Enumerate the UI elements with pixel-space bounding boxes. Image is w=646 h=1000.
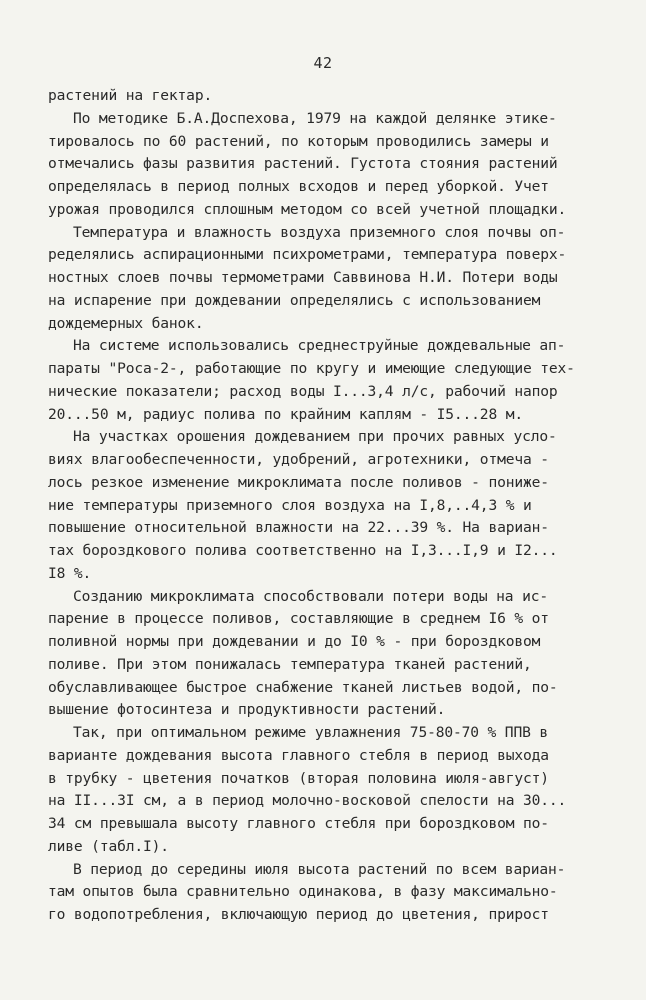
page-number: 42 [313, 54, 333, 72]
text-line: поливной нормы при дождевании и до I0 % - при бороздковом [48, 633, 541, 650]
text-line: ливе (табл.I). [48, 837, 169, 855]
text-line: 34 см превышала высоту главного стебля при бороздковом по- [48, 815, 549, 832]
text-line: ние температуры приземного слоя воздуха на I,8,..4,3 % и [48, 496, 532, 514]
text-line: ределялись аспирационными психрометрами, температура поверх- [48, 246, 567, 264]
text-line: вышение фотосинтеза и продуктивности растений. [48, 701, 446, 719]
text-line: Созданию микроклимата способствовали потери воды на ис- [73, 587, 548, 605]
text-line: Температура и влажность воздуха приземного слоя почвы оп- [73, 223, 566, 241]
text-line: 20...50 м, радиус полива по крайним каплям - I5...28 м. [48, 405, 523, 423]
text-line: виях влагообеспеченности, удобрений, агротехники, отмеча - [48, 451, 549, 468]
text-line: на испарение при дождевании определялись с использованием [48, 291, 541, 309]
text-line: растений на гектар. [48, 87, 213, 104]
text-line: I8 %. [48, 564, 92, 582]
text-line: отмечались фазы развития растений. Густота стояния растений [48, 155, 558, 173]
text-line: дождемерных банок. [48, 314, 204, 332]
text-line: тах бороздкового полива соответственно на I,3...I,9 и I2... [48, 542, 558, 559]
text-line: В период до середины июля высота растений по всем вариан- [73, 860, 566, 878]
text-line: поливе. При этом понижалась температура тканей растений, [48, 655, 532, 673]
text-line: На системе использовались среднеструйные дождевальные ап- [73, 337, 566, 355]
text-line: на II...3I см, а в период молочно-восковой спелости на 30... [48, 792, 567, 810]
text-line: повышение относительной влажности на 22...39 %. На вариан- [48, 519, 549, 537]
text-line: ностных слоев почвы термометрами Саввинова Н.И. Потери воды [48, 269, 558, 286]
text-line: парение в процессе поливов, составляющие в среднем I6 % от [48, 610, 549, 628]
text-line: урожая проводился сплошным методом со всей учетной площадки. [48, 200, 567, 218]
text-line: там опытов была сравнительно одинакова, в фазу максимально- [48, 883, 558, 901]
text-line: в трубку - цветения початков (вторая половина июля-август) [48, 769, 549, 787]
text-line: варианте дождевания высота главного стебля в период выхода [48, 746, 549, 764]
text-line: нические показатели; расход воды I...3,4 л/с, рабочий напор [48, 382, 558, 400]
text-line: тировалось по 60 растений, по которым проводились замеры и [48, 132, 549, 150]
text-line: определялась в период полных всходов и перед уборкой. Учет [48, 178, 549, 195]
text-line: го водопотребления, включающую период до цветения, прирост [48, 906, 549, 923]
text-line: По методике Б.А.Доспехова, 1979 на каждой делянке этике- [73, 109, 557, 127]
text-line: На участках орошения дождеванием при прочих равных усло- [73, 428, 557, 446]
text-line: обуславливающее быстрое снабжение тканей листьев водой, по- [48, 678, 558, 696]
text-line: параты "Роса-2-, работающие по кругу и имеющие следующие тех- [48, 360, 575, 377]
text-line: Так, при оптимальном режиме увлажнения 75-80-70 % ППВ в [73, 724, 548, 741]
text-line: лось резкое изменение микроклимата после поливов - пониже- [48, 473, 549, 491]
